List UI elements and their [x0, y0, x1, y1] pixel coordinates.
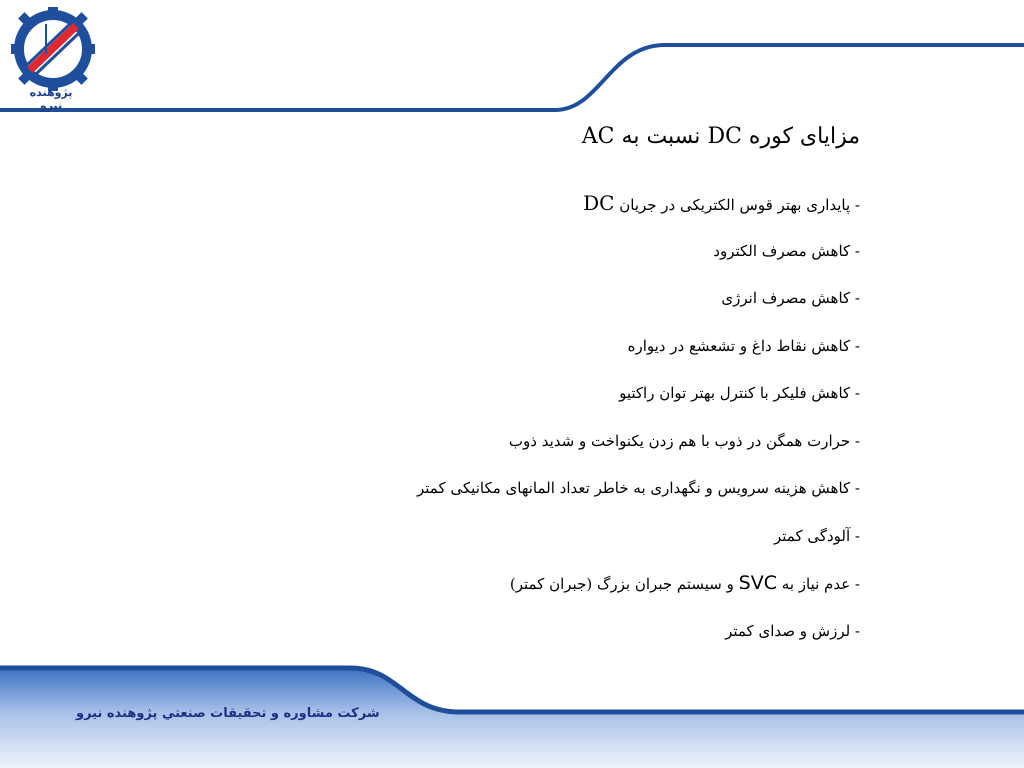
bullet-item: [417, 188, 860, 236]
footer-company-name: شرکت مشاوره و تحقیقات صنعتي پژوهنده نيرو: [76, 706, 380, 721]
bullet-text: - پایداری بهتر قوس الکتریکی در جریان: [619, 196, 860, 214]
bullet-text-rest: و سیستم جبران بزرگ (جبران کمتر): [509, 575, 734, 593]
bullet-text: - کاهش فلیکر با کنترل بهتر توان راکتیو: [619, 384, 860, 402]
bullet-item: [417, 568, 860, 616]
bullet-item: [417, 283, 860, 331]
bullet-svc: SVC: [738, 572, 777, 594]
bullet-text: - کاهش هزینه سرویس و نگهداری به خاطر تعداد المانهای مکانیکی کمتر: [417, 479, 860, 497]
logo-text: پژوهنده نیرو: [29, 86, 73, 112]
header-wave-line: [0, 45, 1024, 110]
title-ac: AC: [581, 124, 615, 149]
bullet-item: [417, 236, 860, 284]
bullet-item: [417, 426, 860, 474]
bullet-text: - لرزش و صدای کمتر: [725, 621, 860, 640]
bullet-item: [417, 521, 860, 569]
bullet-text: - عدم نیاز به: [781, 575, 860, 593]
title-part2: نسبت به: [621, 124, 701, 149]
title-part1: مزایای کوره: [748, 124, 860, 149]
bullet-suffix-dc: DC: [583, 191, 615, 215]
bullet-text: - کاهش مصرف انرژی: [721, 289, 860, 307]
title-dc: DC: [707, 124, 742, 149]
bullet-list: [417, 188, 860, 663]
bullet-text: - کاهش مصرف الکترود: [713, 241, 860, 260]
slide-title: [582, 124, 860, 149]
bullet-item: [417, 473, 860, 521]
bullet-item: [417, 378, 860, 426]
bullet-text: - کاهش نقاط داغ و تشعشع در دیواره: [627, 336, 860, 355]
bullet-item: [417, 331, 860, 379]
bullet-item: [417, 616, 860, 664]
bullet-text: - حرارت همگن در ذوب با هم زدن یکنواخت و شدید ذوب: [508, 431, 860, 450]
bullet-text: - آلودگی کمتر: [773, 526, 860, 545]
